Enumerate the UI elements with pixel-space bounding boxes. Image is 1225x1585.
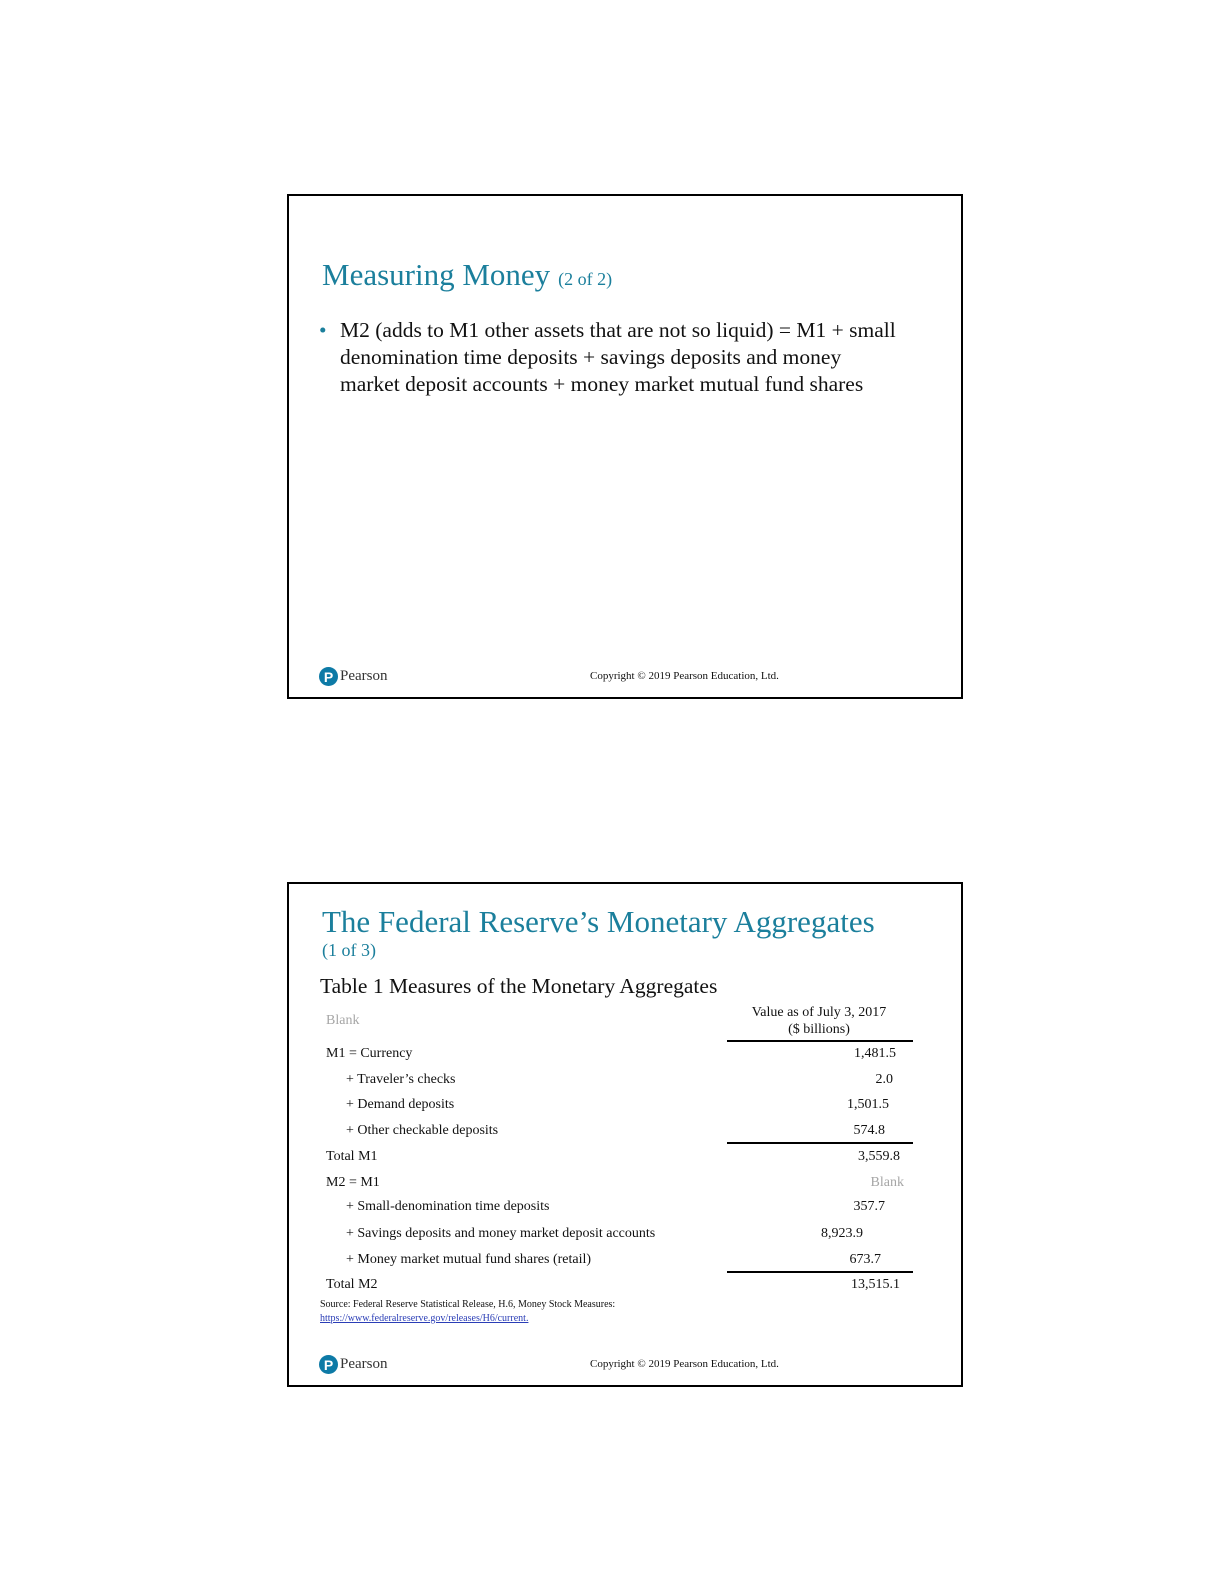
header-rule bbox=[727, 1040, 913, 1042]
subtotal-rule-m1 bbox=[727, 1142, 913, 1144]
row-label-demand-deposits: + Demand deposits bbox=[346, 1097, 455, 1112]
row-value-mmmf-retail: 673.7 bbox=[849, 1252, 881, 1267]
row-value-m2-m1: Blank bbox=[870, 1175, 904, 1190]
pearson-logo bbox=[319, 1355, 388, 1374]
row-label-travelers-checks: + Traveler’s checks bbox=[346, 1072, 456, 1087]
copyright-text: Copyright © 2019 Pearson Education, Ltd. bbox=[590, 670, 779, 682]
row-label-total-m1: Total M1 bbox=[326, 1149, 378, 1164]
title-text: Measuring Money bbox=[322, 257, 551, 292]
slide-title bbox=[322, 904, 875, 961]
row-label-m1-currency: M1 = Currency bbox=[326, 1046, 413, 1061]
slide-title bbox=[322, 256, 612, 293]
row-value-travelers-checks: 2.0 bbox=[875, 1072, 893, 1087]
header-blank: Blank bbox=[326, 1013, 360, 1028]
bullet-text: M2 (adds to M1 other assets that are not so liquid) = M1 + small denomination time deposits + savings deposits and money market deposit accounts + money market mutual fund shares bbox=[340, 318, 896, 396]
row-label-m2-m1: M2 = M1 bbox=[326, 1175, 380, 1190]
row-value-other-checkable: 574.8 bbox=[853, 1123, 885, 1138]
subtotal-rule-m2 bbox=[727, 1271, 913, 1273]
row-label-mmmf-retail: + Money market mutual fund shares (retail) bbox=[346, 1252, 592, 1267]
row-label-small-time-deposits: + Small-denomination time deposits bbox=[346, 1199, 550, 1214]
row-value-small-time-deposits: 357.7 bbox=[853, 1199, 885, 1214]
pearson-wordmark: Pearson bbox=[340, 668, 388, 684]
title-text: The Federal Reserve’s Monetary Aggregates bbox=[322, 904, 875, 939]
title-suffix: (2 of 2) bbox=[558, 269, 613, 289]
header-value bbox=[727, 1004, 911, 1038]
row-value-total-m2: 13,515.1 bbox=[851, 1277, 900, 1292]
copyright-text: Copyright © 2019 Pearson Education, Ltd. bbox=[590, 1358, 779, 1370]
header-value-line2: ($ billions) bbox=[788, 1022, 850, 1037]
pearson-p-icon: P bbox=[319, 667, 338, 686]
row-value-m1-currency: 1,481.5 bbox=[854, 1046, 896, 1061]
slide-monetary-aggregates bbox=[287, 882, 963, 1387]
source-note bbox=[320, 1298, 615, 1326]
pearson-wordmark: Pearson bbox=[340, 1356, 388, 1372]
source-text: Source: Federal Reserve Statistical Release, H.6, Money Stock Measures: bbox=[320, 1299, 616, 1310]
pearson-logo bbox=[319, 667, 388, 686]
pearson-p-icon: P bbox=[319, 1355, 338, 1374]
aggregates-table bbox=[320, 1000, 914, 1290]
row-value-demand-deposits: 1,501.5 bbox=[847, 1097, 889, 1112]
slide-footer bbox=[319, 1355, 961, 1379]
source-link[interactable]: https://www.federalreserve.gov/releases/H6/current. bbox=[320, 1313, 529, 1324]
title-suffix: (1 of 3) bbox=[322, 940, 376, 960]
slide-measuring-money bbox=[287, 194, 963, 699]
row-label-total-m2: Total M2 bbox=[326, 1277, 378, 1292]
row-label-savings-mmda: + Savings deposits and money market deposit accounts bbox=[346, 1226, 656, 1241]
row-label-other-checkable: + Other checkable deposits bbox=[346, 1123, 499, 1138]
row-value-savings-mmda: 8,923.9 bbox=[821, 1226, 863, 1241]
bullet-mark: • bbox=[319, 318, 327, 342]
header-value-line1: Value as of July 3, 2017 bbox=[751, 1005, 887, 1020]
table-title: Table 1 Measures of the Monetary Aggregates bbox=[320, 974, 718, 998]
slide-footer bbox=[319, 667, 961, 691]
row-value-total-m1: 3,559.8 bbox=[858, 1149, 900, 1164]
bullet-point bbox=[319, 317, 900, 398]
